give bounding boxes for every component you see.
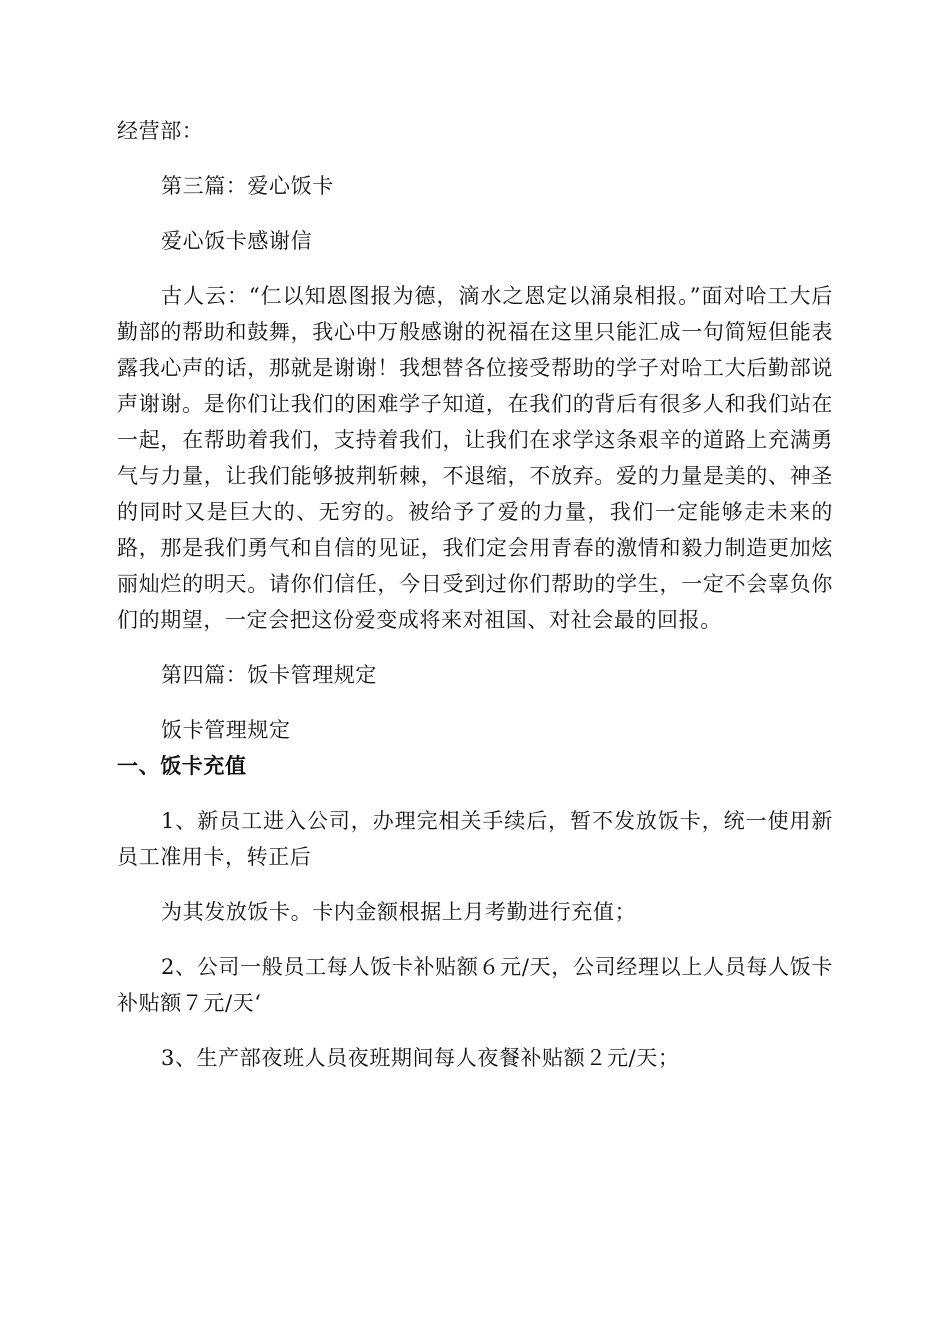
section3-title: 第三篇：爱心饭卡 xyxy=(161,174,334,198)
section3-subtitle: 爱心饭卡感谢信 xyxy=(161,229,313,253)
section4-title: 第四篇：饭卡管理规定 xyxy=(161,663,377,687)
heading-meal-card-recharge: 一、饭卡充值 xyxy=(117,754,247,778)
rule-item-2: 2、公司一般员工每人饭卡补贴额６元/天，公司经理以上人员每人饭卡补贴额７元/天‘ xyxy=(117,955,833,1015)
rule-item-3: 3、生产部夜班人员夜班期间每人夜餐补贴额２元/天； xyxy=(161,1046,680,1070)
salutation: 经营部： xyxy=(117,119,204,143)
section3-body: 古人云：“仁以知恩图报为德，滴水之恩定以涌泉相报。”面对哈工大后勤部的帮助和鼓舞，我心中万般感谢的祝福在这里只能汇成一句简短但能表露我心声的话，那就是谢谢！我想替各位接受帮助的学子对哈工大后勤部说声谢谢。是你们让我们的困难学子知道，在我们的背后有很多人和我们站在一起，在帮助着我们，支持着我们，让我们在求学这条艰辛的道路上充满勇气与力量，让我们能够披荆斩棘，不退缩，不放弃。爱的力量是美的、神圣的同时又是巨大的、无穷的。被给予了爱的力量，我们一定能够走未来的路，那是我们勇气和自信的见证，我们定会用青春的激情和毅力制造更加炫丽灿烂的明天。请你们信任，今日受到过你们帮助的学生，一定不会辜负你们的期望，一定会把这份爱变成将来对祖国、对社会最的回报。 xyxy=(117,284,833,632)
rule-item-1-continued: 为其发放饭卡。卡内金额根据上月考勤进行充值； xyxy=(161,900,637,924)
section4-subtitle: 饭卡管理规定 xyxy=(161,718,291,742)
document-page xyxy=(117,113,833,1076)
rule-item-1: 1、新员工进入公司，办理完相关手续后，暂不发放饭卡，统一使用新员工准用卡，转正后 xyxy=(117,809,833,869)
